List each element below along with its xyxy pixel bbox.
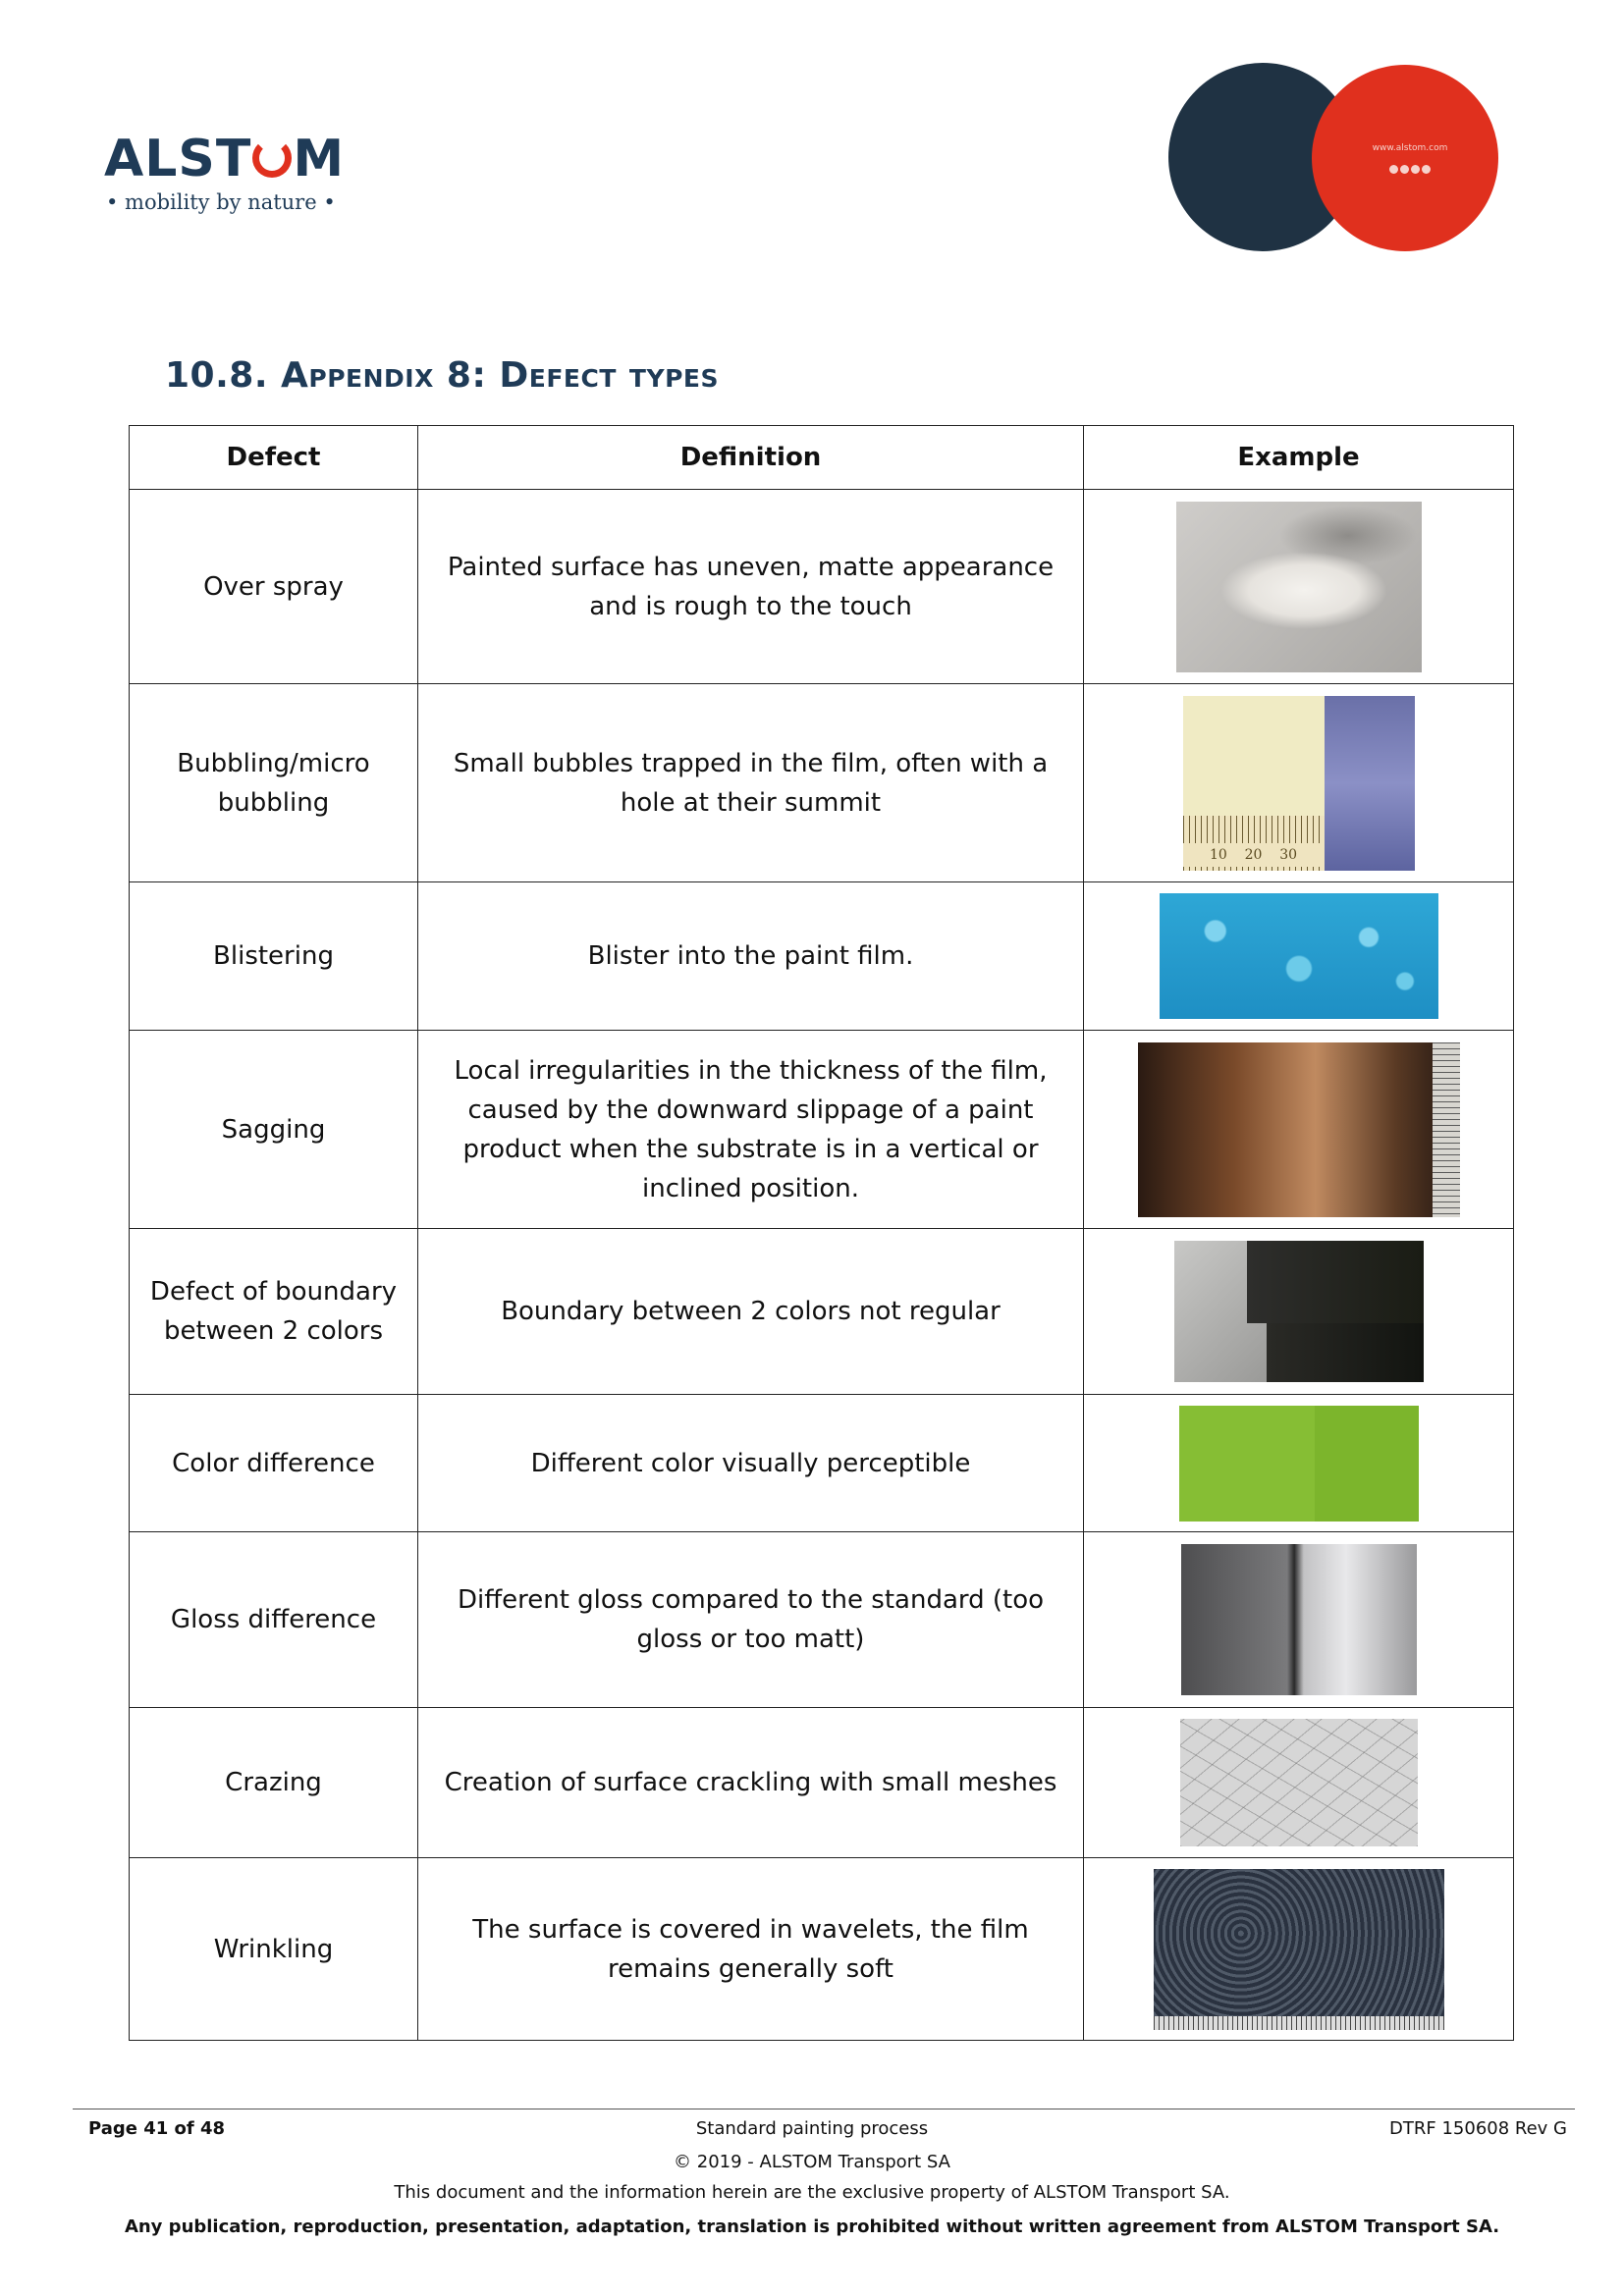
- header-example: Example: [1084, 426, 1514, 490]
- property-notice: This document and the information herein are the exclusive property of ALSTOM Transport SA.: [394, 2182, 1230, 2203]
- website-url: www.alstom.com: [1372, 143, 1448, 153]
- defect-name: Color difference: [130, 1395, 418, 1532]
- example-cell: [1084, 1708, 1514, 1858]
- sagging-image: [1138, 1042, 1460, 1217]
- defect-name: Wrinkling: [130, 1858, 418, 2041]
- example-cell: [1084, 1229, 1514, 1395]
- social-icon: [1389, 165, 1398, 174]
- page-number: Page 41 of 48: [88, 2118, 226, 2139]
- brand-circles: [1168, 63, 1498, 251]
- bubbling-image: [1183, 696, 1415, 871]
- defect-definition: Different gloss compared to the standard (too gloss or too matt): [418, 1532, 1084, 1708]
- example-cell: [1084, 490, 1514, 684]
- social-icon: [1400, 165, 1409, 174]
- social-icons: [1361, 159, 1459, 178]
- defect-name: Blistering: [130, 882, 418, 1031]
- defect-name: Crazing: [130, 1708, 418, 1858]
- example-cell: [1084, 1532, 1514, 1708]
- header-definition: Definition: [418, 426, 1084, 490]
- defect-definition: Different color visually perceptible: [418, 1395, 1084, 1532]
- example-cell: [1084, 882, 1514, 1031]
- alstom-logo: [104, 130, 346, 214]
- table-row: [130, 1031, 1514, 1229]
- wrinkling-image: [1154, 1869, 1444, 2030]
- table-row: [130, 1229, 1514, 1395]
- defect-definition: Local irregularities in the thickness of the film, caused by the downward slippage of a paint product when the substrate is in a vertical or inclined position.: [418, 1031, 1084, 1229]
- bubbled-paint-sample: [1325, 696, 1415, 871]
- table-row: [130, 490, 1514, 684]
- defect-definition: The surface is covered in wavelets, the film remains generally soft: [418, 1858, 1084, 2041]
- header-defect: Defect: [130, 426, 418, 490]
- ruler-label: 20: [1244, 846, 1263, 863]
- defect-name: Sagging: [130, 1031, 418, 1229]
- ruler-scale: [1183, 816, 1325, 871]
- crazing-image: [1180, 1719, 1418, 1846]
- social-icon: [1411, 165, 1420, 174]
- logo-tagline: • mobility by nature •: [106, 190, 336, 214]
- table-row: [130, 1708, 1514, 1858]
- document-title: Standard painting process: [695, 2118, 929, 2139]
- defect-name: Gloss difference: [130, 1532, 418, 1708]
- logo-wordmark: ALST M: [104, 130, 346, 188]
- example-cell: [1084, 1858, 1514, 2041]
- color-difference-image: [1179, 1406, 1419, 1522]
- defect-name: Over spray: [130, 490, 418, 684]
- ruler-label: 10: [1209, 846, 1227, 863]
- table-header-row: [130, 426, 1514, 490]
- copyright: © 2019 - ALSTOM Transport SA: [674, 2152, 950, 2172]
- example-cell: [1084, 1395, 1514, 1532]
- table-row: [130, 1532, 1514, 1708]
- logo-ring-icon: [252, 138, 292, 178]
- ruler-scale: [1433, 1042, 1460, 1217]
- table-row: [130, 684, 1514, 882]
- section-title: 10.8. Appendix 8: Defect types: [165, 355, 719, 396]
- defect-definition: Small bubbles trapped in the film, often with a hole at their summit: [418, 684, 1084, 882]
- overspray-image: [1176, 502, 1422, 672]
- defect-definition: Blister into the paint film.: [418, 882, 1084, 1031]
- defect-definition: Painted surface has uneven, matte appearance and is rough to the touch: [418, 490, 1084, 684]
- red-circle: [1312, 65, 1498, 251]
- legal-warning: Any publication, reproduction, presentation, adaptation, translation is prohibited without written agreement from ALSTOM Transport SA.: [124, 2216, 1500, 2237]
- defect-definition: Creation of surface crackling with small meshes: [418, 1708, 1084, 1858]
- ruler-scale: [1154, 2016, 1444, 2030]
- document-reference: DTRF 150608 Rev G: [1389, 2118, 1567, 2139]
- boundary-image: [1174, 1241, 1424, 1382]
- defect-definition: Boundary between 2 colors not regular: [418, 1229, 1084, 1395]
- defect-types-table: [129, 425, 1514, 2041]
- example-cell: [1084, 1031, 1514, 1229]
- social-icon: [1422, 165, 1431, 174]
- blistering-image: [1160, 893, 1438, 1019]
- gloss-difference-image: [1181, 1544, 1417, 1695]
- ruler-label: 30: [1279, 846, 1298, 863]
- example-cell: [1084, 684, 1514, 882]
- table-row: [130, 1395, 1514, 1532]
- table-row: [130, 1858, 1514, 2041]
- defect-name: Defect of boundary between 2 colors: [130, 1229, 418, 1395]
- table-row: [130, 882, 1514, 1031]
- defect-name: Bubbling/micro bubbling: [130, 684, 418, 882]
